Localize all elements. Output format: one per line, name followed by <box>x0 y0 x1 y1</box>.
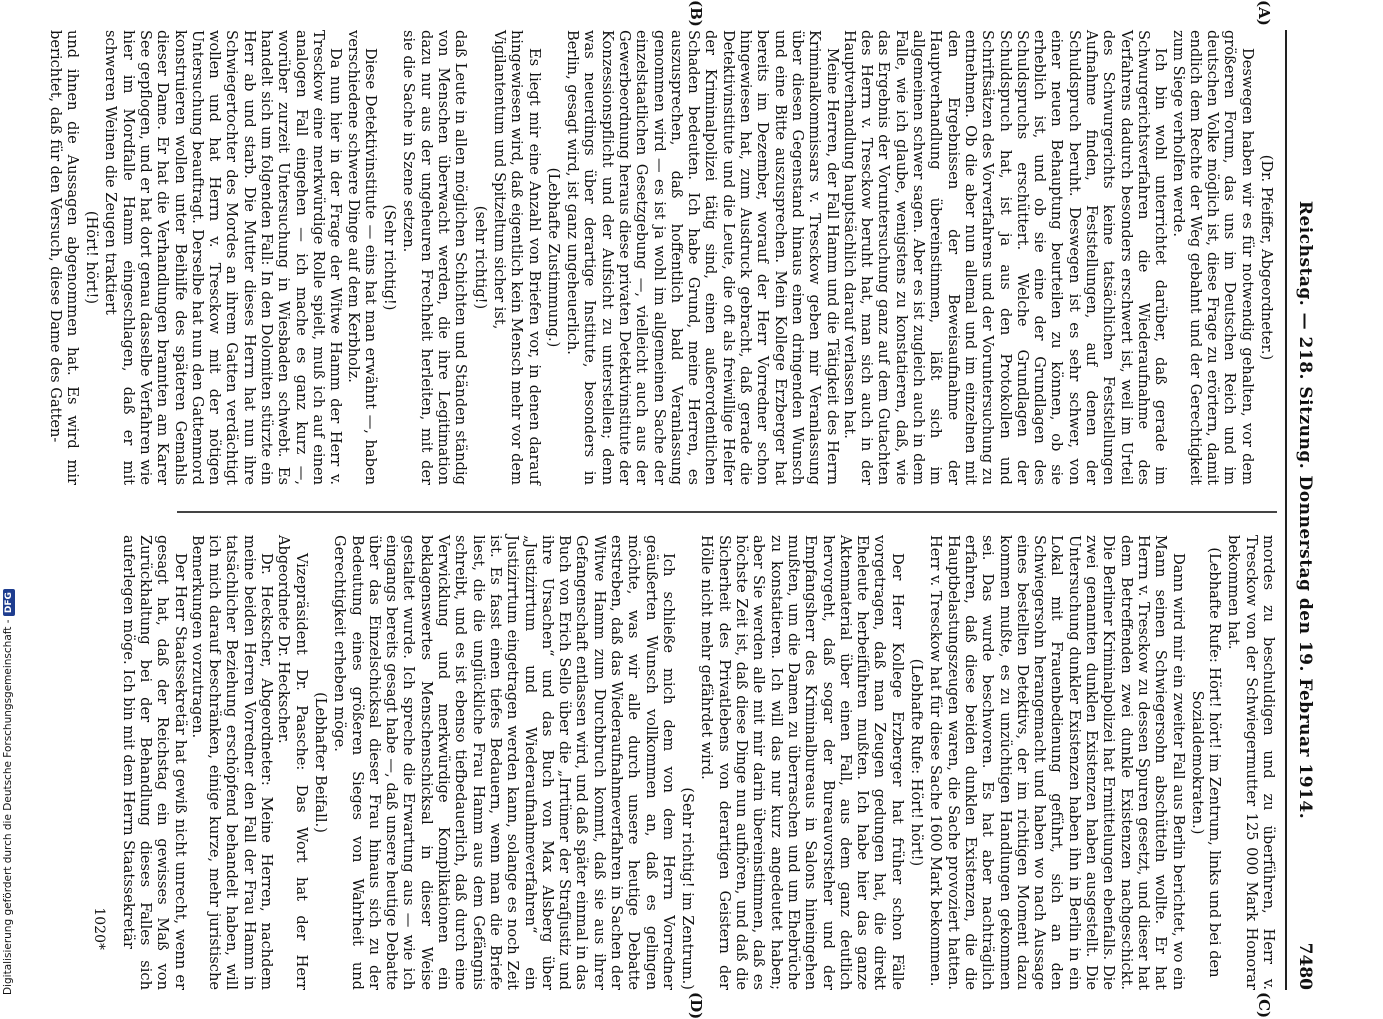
left-column <box>46 30 1277 485</box>
paragraph: Diese Detektivinstitute — eins hat man erwähnt —, haben verschiedene schwere Dinge auf dem Kerbholz. <box>344 30 379 485</box>
paragraph: Meine Herren, der Fall Hamm und die Tätigkeit des Herrn Kriminalkommissars v. Tresckow geben mir Veranlassung über diesen Gegenstand hinaus einen dringenden Wunsch und eine Bitte auszusprechen. Mein Kollege Erzberger hat bereits im Dezember, worauf der Herr Vorredner schon hingewiesen hat, zum Ausdruck gebracht, daß gerade die Detektivinstitute und die Leute, die oft als freiwillige Helfer der Kriminalpolizei tätig sind, einen außerordentlichen Schaden bedeuten. Ich habe Grund, meine Herren, es auszusprechen, daß hoffentlich bald Veranlassung genommen wird — es ist ja wohl im allgemeinen Sache der einzelstaatlichen Gesetzgebung —, vielleicht auch aus der Gewerbeordnung heraus diese privaten Detektivinstitute der Konzessionspflicht und der Aufsicht zu unterstellen; denn was neuerdings über derartige Institute, besonders in Berlin, gesagt wird, ist ganz ungeheuerlich. <box>564 30 841 485</box>
reaction: (Lebhafte Rufe: Hört! hört!) <box>908 658 926 867</box>
margin-marker-a: (A) <box>1255 0 1273 26</box>
reaction: (Hört! hört!) <box>83 210 101 305</box>
paragraph: Ich bin wohl unterrichtet darüber, daß gerade im Schwurgerichtsverfahren die Wiederaufnahme des Verfahrens dadurch besonders erschwert ist, weil im Urteil des Schwurgerichts keine tatsächlichen Feststellungen Aufnahme finden, Feststellungen, auf denen der Schuldspruch beruht. Deswegen ist es sehr schwer, von einer neuen Behauptung beurteilen zu können, ob sie erheblich ist, und ob sie eine der Grundlagen des Schuldspruchs erschüttert. Welche Grundlagen der Schuldspruch hat, ist ja aus den Protokollen und Schriftsätzen des Vorverfahrens und der Voruntersuchung zu entnehmen. Ob die aber nun allemal und im einzelnen mit den Ergebnissen der Beweisaufnahme der Hauptverhandlung übereinstimmen, läßt sich im allgemeinen schwer sagen. Aber es ist zugleich auch in dem Falle, wie ich glaube, wenigstens zu konstatieren, daß, wie das Ergebnis der Voruntersuchung ganz auf dem Gutachten des Herrn v. Tresckow beruht hat, man sich auch in der Hauptverhandlung hauptsächlich darauf verlassen hat. <box>840 30 1170 485</box>
paragraph: Es liegt mir eine Anzahl von Briefen vor, in denen darauf hingewiesen wird, daß eigentlich kein Mensch mehr vor dem Vigilantentum und Spitzeltum sicher ist, <box>490 30 543 485</box>
reaction: (Lebhafte Rufe: Hört! hört! im Zentrum, links und bei den Sozialdemokraten.) <box>1188 547 1224 978</box>
paragraph: Da nun hier in der Frage der Witwe Hamm der Herr v. Tresckow eine merkwürdige Rolle spielt, muß ich auf einen analogen Fall eingehen — ich mache es ganz kurz —, worüber zurzeit Untersuchung in Wiesbaden schwebt. Es handelt sich um folgenden Fall: In den Dolomiten stürzte ein Herr ab und starb. Die Mutter dieses Herrn hat nun ihre Schwiegertochter des Mordes an ihrem Gatten verdächtigt wollen und hat Herrn v. Tresckow mit der nötigen Untersuchung beauftragt. Derselbe hat nun den Gattenmord konstruieren wollen unter Beihilfe des späteren Gemahls dieser Dame. Er hat die Verhandlungen brannten am Karer See gepflogen, und er hat dort genau dasselbe Verfahren wie hier im Mordfalle Hamm eingeschlagen, daß er mit schweren Weinen die Zeugen traktiert <box>102 30 345 485</box>
page-code: 1020* <box>91 907 107 950</box>
paragraph: und ihnen die Aussagen abgenommen hat. Es wird mir berichtet, daß für den Versuch, diese Dame des Gatten- <box>46 30 81 485</box>
paragraph: mordes zu beschuldigen und zu überführen, Herr v. Tresckow von der Schwiegermutter 125 000 Mark Honorar bekommen hat. <box>1225 535 1277 990</box>
margin-marker-c: (C) <box>1255 992 1273 1019</box>
paragraph: Dr. Heckscher, Abgeordneter: Meine Herren, nachdem meine beiden Herren Vorredner den Fall der Frau Hamm in tatsächlicher Beziehung erschöpfend behandelt haben, will ich mich darauf beschränken, einige kurze, mehr juristische Bemerkungen vorzutragen. <box>188 535 276 990</box>
document-page <box>46 0 1325 1019</box>
speaker-tag: (Dr. Pfeiffer, Abgeordneter.) <box>1258 154 1275 361</box>
speaker-intro: Vizepräsident Dr. Paasche: Das Wort hat der Herr Abgeordnete Dr. Heckscher. <box>275 535 310 990</box>
reaction: (Lebhafter Beifall.) <box>311 692 329 833</box>
page-number: 7480 <box>1295 942 1315 990</box>
paragraph: Ich schließe mich dem von dem Herrn Vorredner geäußerten Wunsch vollkommen an, daß es gelingen möchte, was wir alle durch unsere heutige Debatte erstreben, daß das Wiederaufnahmeverfahren in Sachen der Witwe Hamm zum Durchbruch kommt, daß sie aus ihrer Gefangenschaft entlassen wird, und daß später einmal in das Buch von Erich Sello über die „Irrtümer der Strafjustiz und ihre Ursachen“ und das Buch von Max Alsberg über „Justizirrtum und Wiederaufnahmeverfahren“ ein Justizirrtum eingetragen werden kann, solange es noch Zeit ist. Es fasst einen tiefes Bedauern, wenn man die Briefe liest, die die unglückliche Frau Hamm aus dem Gefängnis schreibt, und es ist ebenso tiefbedauerlich, daß durch eine Verwicklung und merkwürdige Komplikationen ein beklagenswertes Menschenschicksal in dieser Weise gestaltet wurde. Ich spreche die Erwartung aus — wie ich eingangs bereits gesagt habe —, daß unsere heutige Debatte über das Einzelschicksal dieser Frau hinaus sich zu der Bedeutung eines größeren Sieges von Wahrheit und Gerechtigkeit erheben möge. <box>331 535 677 990</box>
note-text: Digitalisierung gefördert durch die Deutsche Forschungsgemeinschaft - <box>2 619 14 995</box>
reaction: (Sehr richtig! im Zentrum.) <box>679 787 697 990</box>
header-title: Reichstag. — 218. Sitzung. Donnerstag den 19. Februar 1914. <box>1295 200 1315 820</box>
dfg-logo: DFG <box>3 589 15 616</box>
right-column <box>112 535 1277 990</box>
paragraph: Der Herr Staatssekretär hat gewiß nicht unrecht, wenn er gesagt hat, daß der Reichstag ein gewisses Maß von Zurückhaltung bei der Behandlung dieses Falles sich auferlegen möge. Ich bin mit dem Herrn Staatssekretär <box>119 535 189 990</box>
reaction: (Lebhafte Zustimmung.) <box>544 167 562 348</box>
margin-marker-d: (D) <box>687 992 705 1019</box>
digitization-note <box>2 585 15 995</box>
column-divider <box>177 511 1277 513</box>
reaction: (Sehr richtig!) <box>381 204 399 311</box>
paragraph: daß Leute in allen möglichen Schichten und Ständen ständig von Menschen überwacht werden, die ihre Legitimation dazu nur aus der ungeheuren Frechheit herleiten, mit der sie die Sache in Szene setzen. <box>400 30 470 485</box>
paragraph: Dann wird mir ein zweiter Fall aus Berlin berichtet, wo ein Mann seinen Schwiegersohn abschütteln wollte. Er hat Herrn v. Tresckow zu dessen Spuren gesetzt, und dieser hat dem Betreffenden zwei dunkle Existenzen nachgeschickt. Die Berliner Kriminalpolizei hat Ermittelungen ebenfalls. Die zwei genannten dunklen Existenzen haben ausgestellt. Die Untersuchung dunkler Existenzen haben ihn in Berlin in ein Lokal mit Frauenbedienung geführt, sich an den Schwiegersohn herangemacht und haben wo nach Aussage eines bestellten Detektivs, der im richtigen Moment dazu kommen mußte, es zu unzüchtigen Handlungen gekommen sei. Das wurde beschworen. Es hat aber nachträglich erfahren, daß diese beiden dunklen Existenzen, die die Hauptbelastungszeugen waren, die Sache provoziert hatten. Herr v. Tresckow hat für diese Sache 1600 Mark bekommen. <box>927 535 1187 990</box>
reaction: (sehr richtig!) <box>471 205 489 310</box>
page-header <box>1285 30 1325 990</box>
paragraph: Der Herr Kollege Erzberger hat früher schon Fälle vorgetragen, daß man Zeugen gedungen hat, die direkt Eheleute herbeiführen mußten. Ich habe hier das ganze Aktenmaterial über einen Fall, aus dem ganz deutlich hervorgeht, daß sogar der Bureauvorsteher und der Empfangsherr des Kriminalbureaus in Salons hineingehen mußten, um die Damen zu überraschen und um Ehebrüche zu konstatieren. Ich will das nur kurz angedeutet haben; aber Sie werden alle mit mir darin übereinstimmen, daß es höchste Zeit ist, daß diese Dinge nun aufhören, und daß die Sicherheit des Privatlebens von derartigen Geistern der Hölle nicht mehr gefährdet wird. <box>698 535 906 990</box>
paragraph: Deswegen haben wir es für notwendig gehalten, vor dem größeren Forum, das uns im Deutschen Reich und im deutschen Volke möglich ist, diese Frage zu erörtern, damit endlich dem Rechte der Weg gebahnt und der Gerechtigkeit zum Siege verholfen werde. <box>1169 30 1256 485</box>
margin-marker-b: (B) <box>687 0 705 27</box>
